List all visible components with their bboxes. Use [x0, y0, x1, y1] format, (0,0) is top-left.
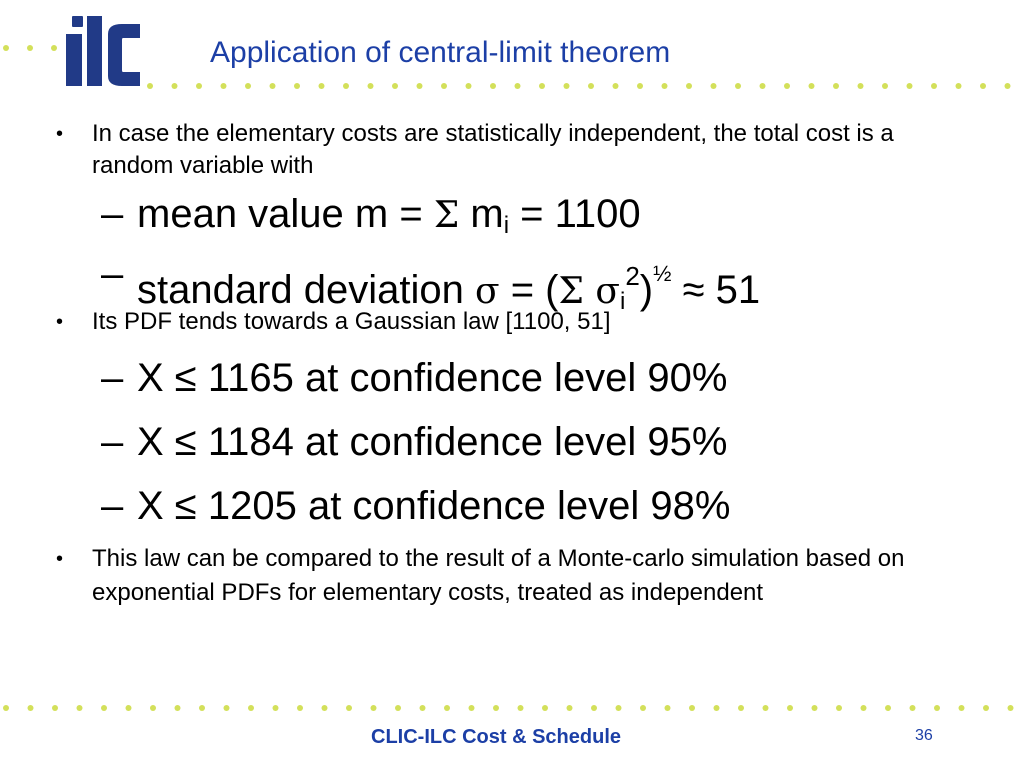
sigma-i-symbol: σ — [583, 271, 620, 312]
bullet-marker: • — [56, 311, 64, 333]
dash-marker: – — [101, 252, 124, 296]
square-superscript: 2 — [625, 261, 640, 291]
mean-subscript: i — [503, 212, 510, 239]
bullet-1-text: In case the elementary costs are statistically independent, the total cost is a random variable with — [92, 120, 894, 179]
bullet-3-text: This law can be compared to the result of a Monte-carlo simulation based on exponential PDFs for elementary costs, treated as independent — [92, 545, 905, 606]
sub-bullet-95 — [101, 418, 728, 466]
confidence-95-text: X ≤ 1184 at confidence level 95% — [137, 420, 728, 464]
sub-bullet-98 — [101, 482, 731, 530]
confidence-98-text: X ≤ 1205 at confidence level 98% — [137, 484, 731, 528]
sigma-sum-symbol: Σ — [433, 195, 460, 236]
mean-value: = 1100 — [509, 192, 641, 236]
bullet-1 — [56, 118, 972, 182]
sub-bullet-mean — [101, 190, 641, 250]
dash-marker: – — [101, 484, 124, 528]
stddev-value: ≈ 51 — [671, 268, 761, 312]
dash-marker: – — [101, 192, 124, 236]
mean-label: mean value m = — [137, 192, 434, 236]
sigma-symbol: σ — [475, 271, 500, 312]
half-superscript: ½ — [653, 261, 672, 286]
close-paren: ) — [639, 268, 654, 312]
footer-title: CLIC-ILC Cost & Schedule — [371, 726, 622, 748]
stddev-label: standard deviation — [137, 268, 476, 312]
bullet-2 — [56, 306, 972, 338]
stddev-subscript: i — [619, 288, 626, 315]
page-number: 36 — [915, 727, 933, 744]
sigma-sum-symbol: Σ — [558, 271, 584, 312]
dash-marker: – — [101, 420, 124, 464]
sub-bullet-90 — [101, 354, 728, 402]
bullet-2-text: Its PDF tends towards a Gaussian law [1100, 51] — [92, 308, 611, 335]
equals-paren: = ( — [499, 268, 559, 312]
confidence-90-text: X ≤ 1165 at confidence level 90% — [137, 356, 728, 400]
slide-title: Application of central-limit theorem — [210, 36, 671, 69]
bullet-3 — [56, 542, 972, 610]
dash-marker: – — [101, 356, 124, 400]
bullet-marker: • — [56, 123, 64, 145]
mean-var: m — [459, 192, 504, 236]
bullet-marker: • — [56, 548, 64, 570]
